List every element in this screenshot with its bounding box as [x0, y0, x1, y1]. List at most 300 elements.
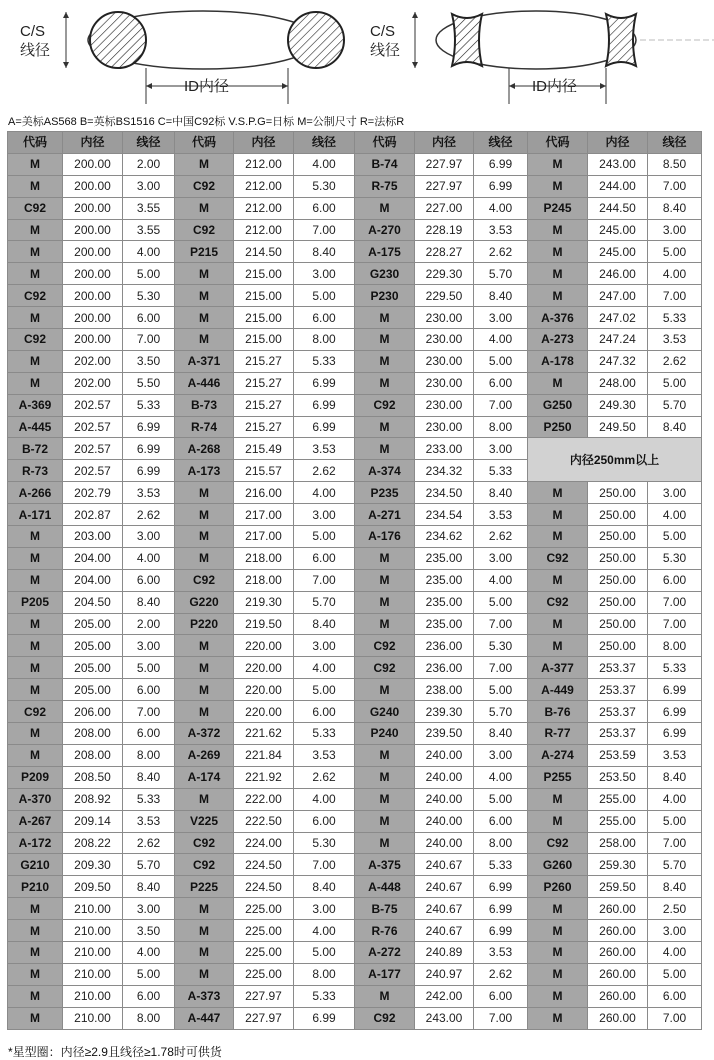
id-cell: 210.00	[63, 1007, 123, 1029]
code-cell: P209	[8, 766, 63, 788]
cs-cell: 2.62	[294, 766, 355, 788]
id-cell: 208.50	[63, 766, 123, 788]
id-cell: 244.50	[588, 197, 648, 219]
cs-cell: 3.00	[474, 547, 528, 569]
id-cell: 210.00	[63, 963, 123, 985]
code-cell: C92	[355, 657, 415, 679]
cs-label-2: 线径	[20, 42, 51, 59]
cs-cell: 4.00	[474, 766, 528, 788]
code-cell: C92	[175, 854, 234, 876]
code-cell: M	[355, 810, 415, 832]
id-cell: 216.00	[234, 482, 294, 504]
table-row	[8, 613, 702, 635]
id-cell: 240.00	[415, 766, 474, 788]
code-cell: C92	[175, 569, 234, 591]
table-row	[8, 788, 702, 810]
code-cell: A-266	[8, 482, 63, 504]
code-cell: M	[8, 920, 63, 942]
cs-cell: 4.00	[294, 153, 355, 175]
id-cell: 260.00	[588, 1007, 648, 1029]
cs-cell: 6.00	[294, 307, 355, 329]
code-cell: M	[355, 197, 415, 219]
id-cell: 222.50	[234, 810, 294, 832]
cs-cell: 3.53	[294, 438, 355, 460]
cs-label-star-2: 线径	[370, 42, 401, 59]
cs-cell: 3.50	[123, 350, 175, 372]
table-row	[8, 591, 702, 613]
code-cell: M	[528, 613, 588, 635]
cs-cell: 7.00	[648, 1007, 702, 1029]
code-cell: A-371	[175, 350, 234, 372]
code-cell: G220	[175, 591, 234, 613]
cs-cell: 3.00	[648, 219, 702, 241]
cs-cell: 6.99	[123, 416, 175, 438]
id-cell: 260.00	[588, 985, 648, 1007]
code-cell: M	[175, 153, 234, 175]
code-cell: M	[175, 526, 234, 548]
id-cell: 234.50	[415, 482, 474, 504]
id-cell: 210.00	[63, 898, 123, 920]
code-cell: M	[528, 504, 588, 526]
code-cell: M	[8, 547, 63, 569]
cs-cell: 6.99	[474, 876, 528, 898]
cs-cell: 6.00	[294, 701, 355, 723]
cs-cell: 6.99	[474, 153, 528, 175]
table-row	[8, 307, 702, 329]
code-cell: M	[8, 219, 63, 241]
code-cell: A-447	[175, 1007, 234, 1029]
code-cell: A-272	[355, 941, 415, 963]
id-cell: 253.37	[588, 723, 648, 745]
code-cell: C92	[8, 701, 63, 723]
code-cell: M	[528, 372, 588, 394]
cs-cell: 6.99	[648, 679, 702, 701]
id-cell: 234.32	[415, 460, 474, 482]
code-cell: M	[8, 307, 63, 329]
table-row	[8, 657, 702, 679]
id-cell: 215.49	[234, 438, 294, 460]
cs-cell: 3.00	[123, 898, 175, 920]
cs-cell: 5.30	[123, 285, 175, 307]
code-cell: M	[355, 569, 415, 591]
id-cell: 240.89	[415, 941, 474, 963]
code-cell: M	[175, 197, 234, 219]
cs-cell: 7.00	[648, 175, 702, 197]
cs-cell: 6.99	[474, 175, 528, 197]
code-cell: G260	[528, 854, 588, 876]
code-cell: M	[355, 438, 415, 460]
code-cell: M	[175, 635, 234, 657]
oring-diagram	[0, 0, 714, 105]
code-cell: M	[528, 985, 588, 1007]
cs-cell: 2.50	[648, 898, 702, 920]
id-cell: 205.00	[63, 657, 123, 679]
id-cell: 249.30	[588, 394, 648, 416]
cs-cell: 5.70	[648, 394, 702, 416]
code-cell: P235	[355, 482, 415, 504]
cs-cell: 5.00	[648, 810, 702, 832]
code-cell: M	[355, 591, 415, 613]
id-cell: 202.00	[63, 372, 123, 394]
cs-cell: 5.00	[474, 679, 528, 701]
code-cell: M	[175, 482, 234, 504]
code-cell: A-177	[355, 963, 415, 985]
oring-size-table	[7, 131, 702, 1030]
cs-cell: 5.33	[123, 788, 175, 810]
cs-cell: 5.00	[123, 657, 175, 679]
cs-cell: 3.53	[648, 744, 702, 766]
column-header-code: 代码	[528, 132, 588, 154]
id-cell: 240.00	[415, 788, 474, 810]
code-cell: M	[528, 153, 588, 175]
id-cell: 250.00	[588, 482, 648, 504]
table-row	[8, 985, 702, 1007]
id-cell: 225.00	[234, 941, 294, 963]
id-cell: 228.19	[415, 219, 474, 241]
code-cell: M	[528, 175, 588, 197]
code-cell: A-376	[528, 307, 588, 329]
cs-cell: 7.00	[294, 569, 355, 591]
id-cell: 200.00	[63, 241, 123, 263]
code-cell: A-370	[8, 788, 63, 810]
id-cell: 260.00	[588, 941, 648, 963]
cs-cell: 4.00	[474, 329, 528, 351]
code-cell: M	[528, 569, 588, 591]
id-cell: 215.00	[234, 263, 294, 285]
id-cell: 240.67	[415, 854, 474, 876]
cs-cell: 5.33	[294, 723, 355, 745]
id-cell: 244.00	[588, 175, 648, 197]
code-cell: M	[175, 788, 234, 810]
column-header-cs: 线径	[648, 132, 702, 154]
id-cell: 200.00	[63, 263, 123, 285]
id-cell: 239.30	[415, 701, 474, 723]
id-cell: 215.00	[234, 307, 294, 329]
cs-cell: 6.00	[648, 569, 702, 591]
cs-cell: 3.00	[474, 744, 528, 766]
table-row	[8, 504, 702, 526]
code-cell: C92	[355, 635, 415, 657]
id-cell: 227.97	[234, 985, 294, 1007]
cs-cell: 2.62	[123, 504, 175, 526]
cs-cell: 6.00	[474, 372, 528, 394]
id-cell: 253.50	[588, 766, 648, 788]
id-cell: 259.30	[588, 854, 648, 876]
code-cell: M	[8, 350, 63, 372]
cs-cell: 8.00	[648, 635, 702, 657]
id-cell: 240.00	[415, 832, 474, 854]
cs-label-star-1: C/S	[370, 23, 396, 40]
table-header-row	[8, 132, 702, 154]
id-cell: 245.00	[588, 219, 648, 241]
id-cell: 238.00	[415, 679, 474, 701]
id-cell: 255.00	[588, 788, 648, 810]
code-cell: M	[355, 350, 415, 372]
code-cell: M	[8, 613, 63, 635]
cs-cell: 5.00	[123, 263, 175, 285]
code-cell: M	[355, 788, 415, 810]
cs-cell: 5.00	[648, 372, 702, 394]
column-header-code: 代码	[8, 132, 63, 154]
id-cell: 235.00	[415, 613, 474, 635]
id-cell: 206.00	[63, 701, 123, 723]
id-cell: 227.97	[234, 1007, 294, 1029]
cs-cell: 8.40	[474, 723, 528, 745]
code-cell: M	[528, 241, 588, 263]
id-cell: 249.50	[588, 416, 648, 438]
code-cell: M	[8, 569, 63, 591]
code-cell: M	[175, 941, 234, 963]
id-cell: 221.84	[234, 744, 294, 766]
id-cell: 215.27	[234, 394, 294, 416]
cs-cell: 7.00	[474, 394, 528, 416]
table-row	[8, 766, 702, 788]
cs-cell: 8.40	[474, 285, 528, 307]
id-cell: 215.00	[234, 285, 294, 307]
cs-cell: 2.62	[474, 963, 528, 985]
table-row	[8, 438, 702, 460]
cs-cell: 6.99	[294, 1007, 355, 1029]
id-cell: 204.00	[63, 569, 123, 591]
id-cell: 240.67	[415, 920, 474, 942]
code-cell: M	[175, 657, 234, 679]
table-row	[8, 679, 702, 701]
code-cell: M	[528, 1007, 588, 1029]
code-cell: M	[528, 482, 588, 504]
code-cell: M	[175, 679, 234, 701]
column-header-id: 内径	[234, 132, 294, 154]
table-row	[8, 547, 702, 569]
cs-cell: 4.00	[648, 941, 702, 963]
cs-cell: 5.00	[294, 285, 355, 307]
id-cell: 229.50	[415, 285, 474, 307]
id-label-star: ID内径	[532, 78, 578, 95]
id-cell: 202.57	[63, 460, 123, 482]
code-cell: M	[175, 701, 234, 723]
code-cell: M	[528, 920, 588, 942]
id-cell: 208.00	[63, 723, 123, 745]
id-cell: 260.00	[588, 920, 648, 942]
code-cell: R-73	[8, 460, 63, 482]
code-cell: M	[355, 416, 415, 438]
code-cell: M	[355, 547, 415, 569]
cs-cell: 7.00	[123, 329, 175, 351]
cs-cell: 7.00	[648, 591, 702, 613]
id-cell: 204.50	[63, 591, 123, 613]
id-cell: 215.27	[234, 416, 294, 438]
cs-cell: 6.99	[474, 898, 528, 920]
table-row	[8, 898, 702, 920]
code-cell: A-178	[528, 350, 588, 372]
code-cell: C92	[175, 175, 234, 197]
cs-cell: 6.00	[123, 679, 175, 701]
id-cell: 224.00	[234, 832, 294, 854]
code-cell: M	[175, 898, 234, 920]
id-cell: 217.00	[234, 526, 294, 548]
code-cell: M	[355, 372, 415, 394]
id-cell: 218.00	[234, 569, 294, 591]
code-cell: R-76	[355, 920, 415, 942]
cs-cell: 6.00	[123, 307, 175, 329]
column-header-code: 代码	[175, 132, 234, 154]
id-cell: 215.57	[234, 460, 294, 482]
id-cell: 212.00	[234, 175, 294, 197]
id-cell: 240.67	[415, 876, 474, 898]
cs-cell: 2.62	[474, 241, 528, 263]
id-cell: 212.00	[234, 219, 294, 241]
id-cell: 212.00	[234, 153, 294, 175]
id-cell: 200.00	[63, 219, 123, 241]
code-cell: A-373	[175, 985, 234, 1007]
cs-cell: 4.00	[294, 657, 355, 679]
cs-cell: 3.53	[474, 504, 528, 526]
cs-cell: 3.53	[474, 941, 528, 963]
column-header-cs: 线径	[474, 132, 528, 154]
cs-cell: 6.00	[648, 985, 702, 1007]
id-cell: 200.00	[63, 153, 123, 175]
code-cell: R-75	[355, 175, 415, 197]
cs-cell: 4.00	[648, 263, 702, 285]
table-row	[8, 810, 702, 832]
code-cell: A-369	[8, 394, 63, 416]
cs-cell: 7.00	[294, 219, 355, 241]
cs-cell: 6.00	[474, 985, 528, 1007]
cs-cell: 6.00	[294, 547, 355, 569]
star-ring-footnote: *星型圈：内径≥2.9且线径≥1.78时可供货	[8, 1045, 222, 1059]
cs-cell: 7.00	[648, 613, 702, 635]
cs-cell: 5.00	[474, 350, 528, 372]
code-cell: M	[528, 941, 588, 963]
table-row	[8, 701, 702, 723]
id-cell: 235.00	[415, 569, 474, 591]
cs-cell: 6.00	[294, 810, 355, 832]
table-row	[8, 635, 702, 657]
cs-cell: 5.30	[294, 832, 355, 854]
cs-cell: 2.62	[294, 460, 355, 482]
id-cell: 209.14	[63, 810, 123, 832]
cs-cell: 6.99	[648, 701, 702, 723]
id-cell: 240.00	[415, 744, 474, 766]
cs-cell: 3.53	[123, 810, 175, 832]
code-cell: B-75	[355, 898, 415, 920]
code-cell: A-273	[528, 329, 588, 351]
id-cell: 230.00	[415, 350, 474, 372]
code-cell: M	[8, 153, 63, 175]
table-row	[8, 219, 702, 241]
column-header-id: 内径	[63, 132, 123, 154]
cs-cell: 5.30	[474, 635, 528, 657]
id-cell: 203.00	[63, 526, 123, 548]
id-cell: 247.32	[588, 350, 648, 372]
code-cell: V225	[175, 810, 234, 832]
cs-cell: 3.00	[123, 526, 175, 548]
cs-cell: 3.00	[294, 635, 355, 657]
id-cell: 240.00	[415, 810, 474, 832]
cs-cell: 4.00	[648, 504, 702, 526]
cs-cell: 4.00	[294, 920, 355, 942]
table-row	[8, 526, 702, 548]
code-cell: C92	[175, 219, 234, 241]
id-cell: 200.00	[63, 285, 123, 307]
cs-cell: 4.00	[123, 547, 175, 569]
id-cell: 230.00	[415, 372, 474, 394]
id-cell: 215.00	[234, 329, 294, 351]
table-row	[8, 854, 702, 876]
code-cell: M	[355, 766, 415, 788]
id-cell: 250.00	[588, 569, 648, 591]
code-cell: C92	[8, 197, 63, 219]
code-cell: M	[528, 285, 588, 307]
id-cell: 255.00	[588, 810, 648, 832]
id-cell: 215.27	[234, 350, 294, 372]
cs-label-1: C/S	[20, 23, 46, 40]
cs-cell: 5.00	[474, 591, 528, 613]
cs-cell: 8.40	[648, 876, 702, 898]
id-cell: 205.00	[63, 613, 123, 635]
cs-cell: 7.00	[474, 1007, 528, 1029]
cs-cell: 8.40	[123, 876, 175, 898]
cs-cell: 5.70	[474, 263, 528, 285]
code-cell: M	[355, 744, 415, 766]
id-cell: 210.00	[63, 941, 123, 963]
cs-cell: 5.00	[474, 788, 528, 810]
cs-cell: 6.99	[294, 416, 355, 438]
id-cell: 235.00	[415, 547, 474, 569]
code-cell: A-274	[528, 744, 588, 766]
cs-cell: 5.00	[123, 963, 175, 985]
id-cell: 205.00	[63, 635, 123, 657]
cs-cell: 2.62	[123, 832, 175, 854]
cs-cell: 5.33	[648, 307, 702, 329]
table-row	[8, 197, 702, 219]
id-cell: 202.57	[63, 416, 123, 438]
code-cell: M	[175, 263, 234, 285]
code-cell: P255	[528, 766, 588, 788]
cs-cell: 8.00	[474, 832, 528, 854]
id-cell: 225.00	[234, 898, 294, 920]
table-row	[8, 876, 702, 898]
id-cell: 219.50	[234, 613, 294, 635]
code-cell: M	[8, 723, 63, 745]
id-cell: 227.97	[415, 153, 474, 175]
code-cell: A-172	[8, 832, 63, 854]
table-row	[8, 723, 702, 745]
code-cell: M	[8, 372, 63, 394]
code-cell: M	[8, 175, 63, 197]
cs-cell: 6.99	[294, 394, 355, 416]
id-cell: 210.00	[63, 985, 123, 1007]
cs-cell: 3.00	[294, 898, 355, 920]
table-row	[8, 569, 702, 591]
cs-cell: 8.40	[294, 876, 355, 898]
table-row	[8, 832, 702, 854]
id-cell: 260.00	[588, 898, 648, 920]
id-cell: 221.62	[234, 723, 294, 745]
id-cell: 239.50	[415, 723, 474, 745]
id-cell: 204.00	[63, 547, 123, 569]
cs-cell: 2.62	[474, 526, 528, 548]
cs-cell: 5.30	[294, 175, 355, 197]
code-cell: M	[355, 832, 415, 854]
code-cell: M	[355, 613, 415, 635]
id-cell: 250.00	[588, 504, 648, 526]
id-cell: 250.00	[588, 613, 648, 635]
cs-cell: 7.00	[474, 613, 528, 635]
cs-cell: 5.33	[474, 460, 528, 482]
cs-cell: 5.33	[474, 854, 528, 876]
cs-cell: 8.00	[123, 1007, 175, 1029]
cs-cell: 6.00	[294, 197, 355, 219]
